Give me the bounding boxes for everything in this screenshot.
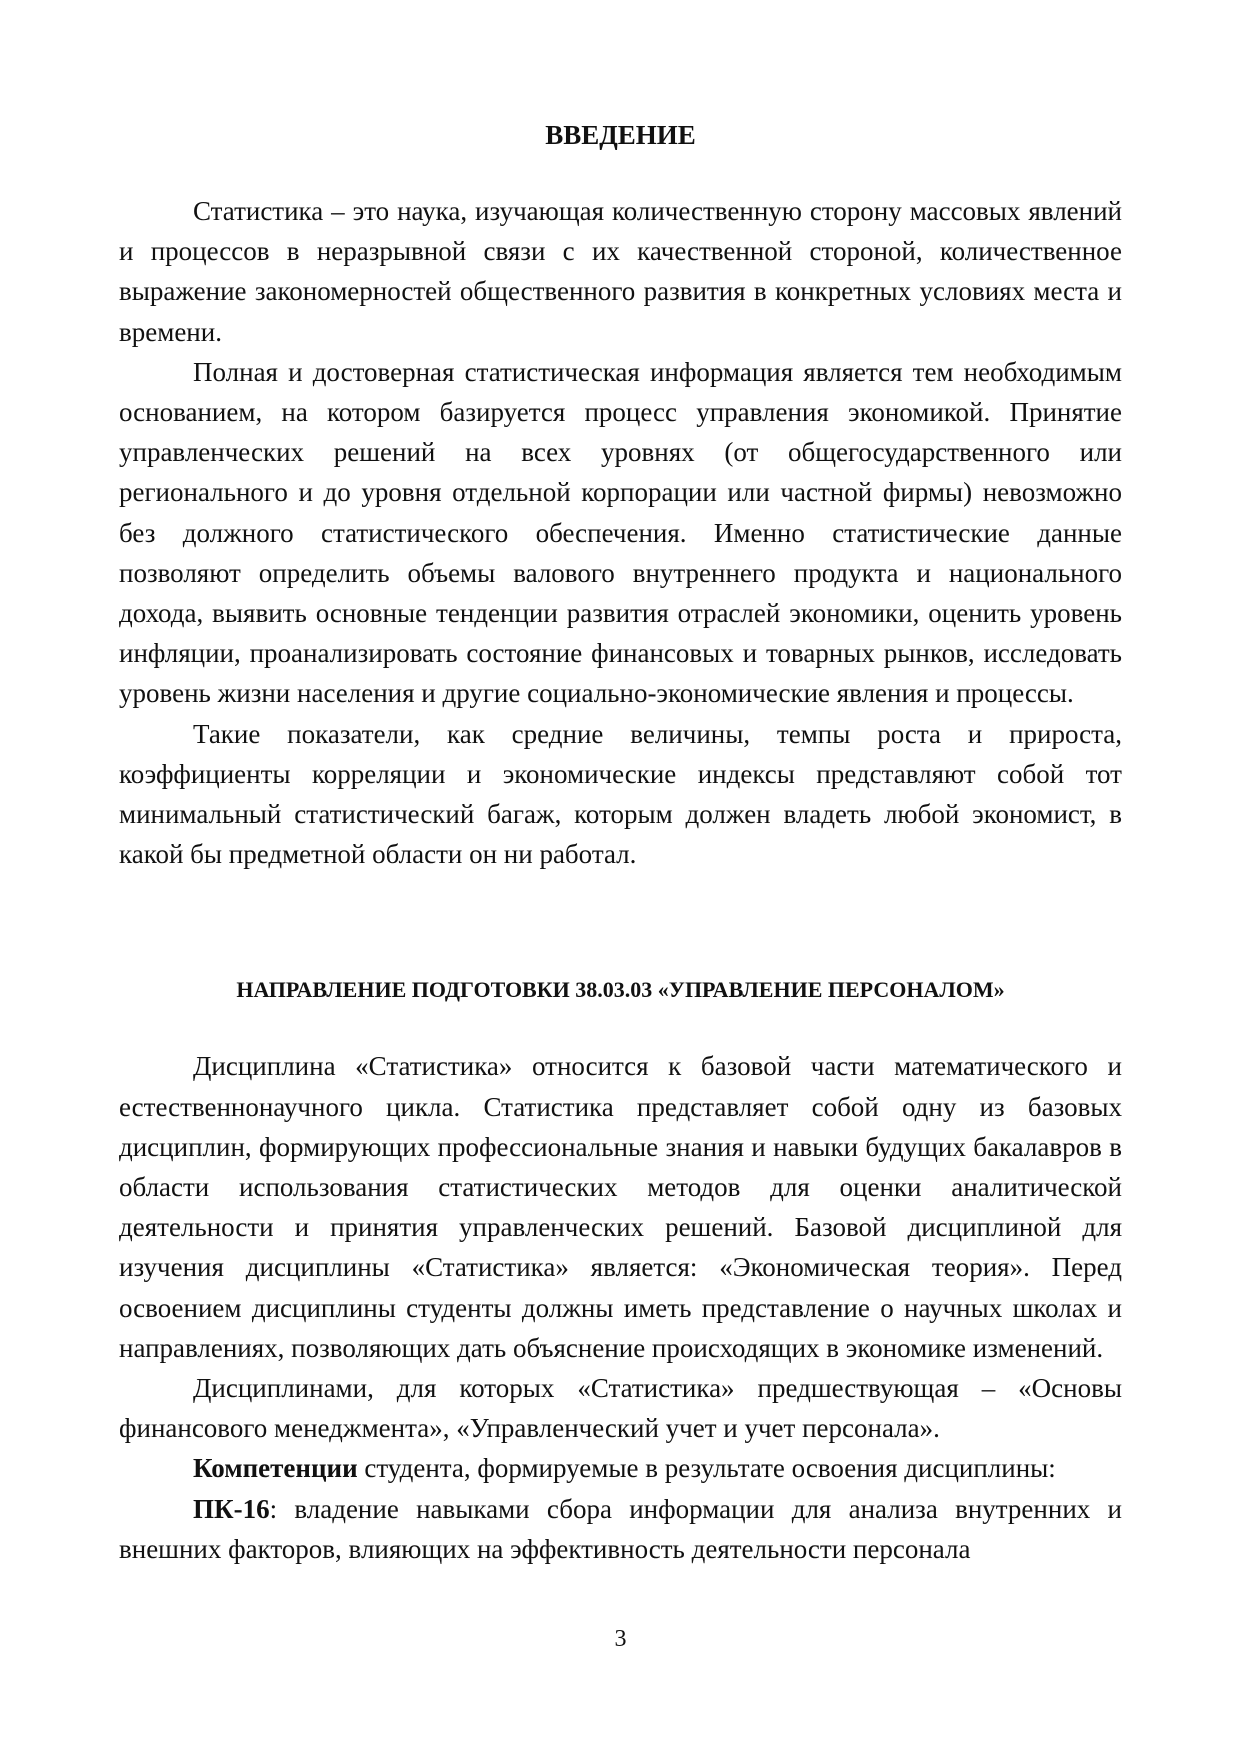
- page-number: 3: [614, 1626, 627, 1652]
- pk16-paragraph: [119, 1489, 1122, 1569]
- heading-training-direction: НАПРАВЛЕНИЕ ПОДГОТОВКИ 38.03.03 «УПРАВЛЕНИЕ ПЕРСОНАЛОМ»: [236, 977, 1005, 1003]
- intro-paragraph-1: Статистика – это наука, изучающая количественную сторону массовых явлений и процессов в неразрывной связи с их качественной стороной, количественное выражение закономерностей общественного развития в конкретных условиях места и времени.: [119, 196, 1122, 347]
- intro-paragraph-2: Полная и достоверная статистическая информация является тем необходимым основанием, на котором базируется процесс управления экономикой. Принятие управленческих решений на всех уровнях (от общегосударственного или регионального и до уровня отдельной корпорации или частной фирмы) невозможно без должного статистического обеспечения. Именно статистические данные позволяют определить объемы валового внутреннего продукта и национального дохода, выявить основные тенденции развития отраслей экономики, оценить уровень инфляции, проанализировать состояние финансовых и товарных рынков, исследовать уровень жизни населения и другие социально-экономические явления и процессы.: [119, 356, 1122, 709]
- intro-paragraph-3: Такие показатели, как средние величины, темпы роста и прироста, коэффициенты корреляции и экономические индексы представляют собой тот минимальный статистический багаж, которым должен владеть любой экономист, в какой бы предметной области он ни работал.: [119, 718, 1122, 870]
- competencies-text: студента, формируемые в результате освоения дисциплины:: [357, 1453, 1056, 1484]
- pk16-text: : владение навыками сбора информации для анализа внутренних и внешних факторов, влияющих на эффективность деятельности персонала: [119, 1493, 1122, 1564]
- heading-introduction: ВВЕДЕНИЕ: [545, 120, 696, 150]
- competencies-lead: Компетенции: [193, 1453, 358, 1484]
- page-content: [119, 115, 1122, 1569]
- competencies-paragraph: [119, 1448, 1122, 1488]
- direction-paragraph-1: Дисциплина «Статистика» относится к базовой части математического и естественнонаучного цикла. Статистика представляет собой одну из базовых дисциплин, формирующих профессиональные знания и навыки будущих бакалавров в области использования статистических методов для оценки аналитической деятельности и принятия управленческих решений. Базовой дисциплиной для изучения дисциплины «Статистика» является: «Экономическая теория». Перед освоением дисциплины студенты должны иметь представление о научных школах и направлениях, позволяющих дать объяснение происходящих в экономике изменений.: [119, 1051, 1122, 1363]
- pk16-lead: ПК-16: [193, 1493, 270, 1524]
- direction-paragraph-2: Дисциплинами, для которых «Статистика» предшествующая – «Основы финансового менеджмента», «Управленческий учет и учет персонала».: [119, 1373, 1122, 1444]
